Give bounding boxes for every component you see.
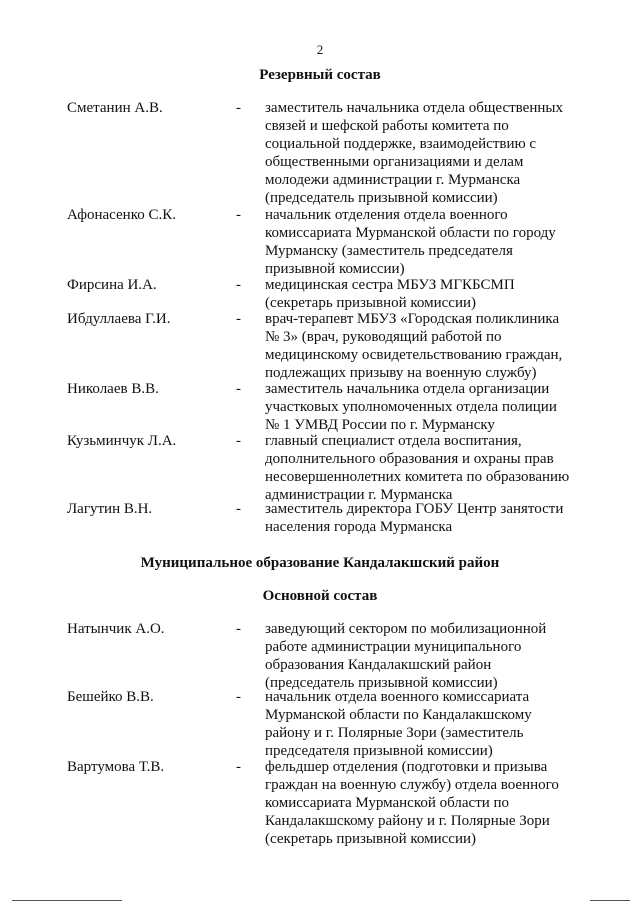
member-dash: - <box>236 311 241 327</box>
description-line: № 1 УМВД России по г. Мурманску <box>265 417 495 433</box>
description-line: дополнительного образования и охраны прав <box>265 451 554 467</box>
description-line: врач-терапевт МБУЗ «Городская поликлиника <box>265 311 560 327</box>
description-line: (секретарь призывной комиссии) <box>265 295 476 311</box>
member-dash: - <box>236 381 241 397</box>
municipality-heading: Муниципальное образование Кандалакшский район <box>140 555 500 571</box>
description-line: № 3» (врач, руководящий работой по <box>265 329 502 345</box>
description-line: главный специалист отдела воспитания, <box>265 433 522 449</box>
member-name: Лагутин В.Н. <box>67 501 153 517</box>
page-number: 2 <box>316 42 324 57</box>
description-line: социальной поддержке, взаимодействию с <box>265 136 537 152</box>
main-composition-heading: Основной состав <box>262 588 378 604</box>
description-line: заместитель начальника отдела общественных <box>265 100 563 116</box>
description-line: (председатель призывной комиссии) <box>265 190 498 206</box>
description-line: граждан на военную службу) отдела военного <box>265 777 559 793</box>
member-dash: - <box>236 207 241 223</box>
member-name: Натынчик А.О. <box>67 621 165 637</box>
description-line: Мурманску (заместитель председателя <box>265 243 513 259</box>
member-dash: - <box>236 433 241 449</box>
member-dash: - <box>236 689 241 705</box>
member-description <box>265 99 595 207</box>
description-line: медицинскому освидетельствованию граждан, <box>265 347 563 363</box>
description-line: председателя призывной комиссии) <box>265 743 493 759</box>
member-name: Фирсина И.А. <box>67 277 157 293</box>
member-name: Афонасенко С.К. <box>67 207 176 223</box>
member-name: Николаев В.В. <box>67 381 159 397</box>
member-dash: - <box>236 100 241 116</box>
description-line: призывной комиссии) <box>265 261 405 277</box>
description-line: молодежи администрации г. Мурманска <box>265 172 521 188</box>
member-name: Кузьминчук Л.А. <box>67 433 177 449</box>
scan-edge-line <box>12 900 122 901</box>
description-line: образования Кандалакшский район <box>265 657 492 673</box>
description-line: населения города Мурманска <box>265 519 453 535</box>
member-dash: - <box>236 621 241 637</box>
description-line: фельдшер отделения (подготовки и призыва <box>265 759 548 775</box>
member-description <box>265 380 595 434</box>
description-line: району и г. Полярные Зори (заместитель <box>265 725 524 741</box>
member-dash: - <box>236 501 241 517</box>
description-line: комиссариата Мурманской области по городу <box>265 225 556 241</box>
description-line: работе администрации муниципального <box>265 639 522 655</box>
member-name: Ибдуллаева Г.И. <box>67 311 171 327</box>
description-line: медицинская сестра МБУЗ МГКБСМП <box>265 277 515 293</box>
member-name: Бешейко В.В. <box>67 689 154 705</box>
member-description <box>265 500 595 536</box>
description-line: (секретарь призывной комиссии) <box>265 831 476 847</box>
member-description <box>265 276 595 312</box>
description-line: Мурманской области по Кандалакшскому <box>265 707 532 723</box>
description-line: начальник отделения отдела военного <box>265 207 508 223</box>
description-line: заместитель директора ГОБУ Центр занятости <box>265 501 564 517</box>
description-line: связей и шефской работы комитета по <box>265 118 509 134</box>
description-line: подлежащих призыву на военную службу) <box>265 365 537 381</box>
description-line: начальник отдела военного комиссариата <box>265 689 530 705</box>
member-description <box>265 688 595 760</box>
reserve-composition-heading: Резервный состав <box>259 67 381 83</box>
member-description <box>265 206 595 278</box>
description-line: Кандалакшскому району и г. Полярные Зори <box>265 813 550 829</box>
description-line: заместитель начальника отдела организации <box>265 381 550 397</box>
member-description <box>265 758 595 848</box>
member-description <box>265 432 595 504</box>
description-line: администрации г. Мурманска <box>265 487 453 503</box>
description-line: комиссариата Мурманской области по <box>265 795 510 811</box>
description-line: несовершеннолетних комитета по образованию <box>265 469 570 485</box>
member-name: Сметанин А.В. <box>67 100 163 116</box>
description-line: (председатель призывной комиссии) <box>265 675 498 691</box>
member-description <box>265 620 595 692</box>
scan-edge-line <box>590 900 630 901</box>
member-dash: - <box>236 759 241 775</box>
member-description <box>265 310 595 382</box>
description-line: участковых уполномоченных отдела полиции <box>265 399 557 415</box>
member-dash: - <box>236 277 241 293</box>
description-line: общественными организациями и делам <box>265 154 524 170</box>
description-line: заведующий сектором по мобилизационной <box>265 621 547 637</box>
member-name: Вартумова Т.В. <box>67 759 165 775</box>
